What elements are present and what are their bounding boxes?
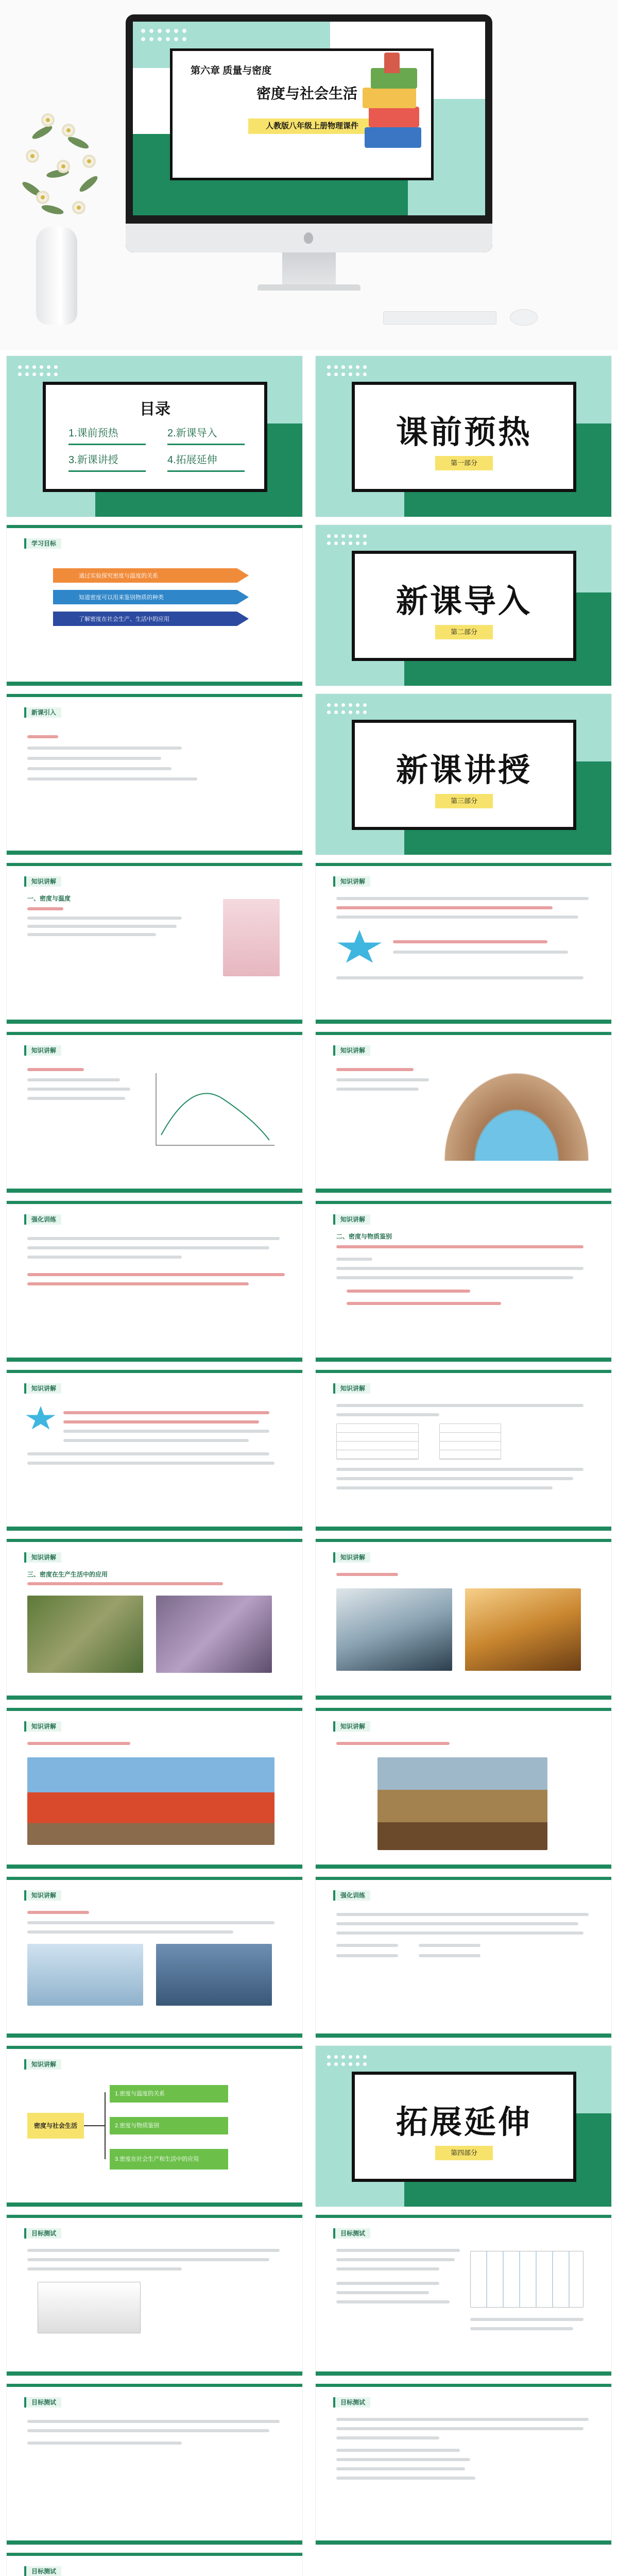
slide-test-2[interactable] — [315, 2214, 612, 2376]
slide-label: 强化训练 — [333, 1890, 370, 1901]
slide-content-9a[interactable] — [6, 1707, 303, 1869]
slide-test-5[interactable] — [6, 2552, 303, 2576]
slide-test-4[interactable] — [315, 2383, 612, 2545]
goal-item-1: 通过实验探究密度与温度的关系 — [79, 573, 158, 579]
vase — [36, 227, 77, 325]
apple-icon — [304, 232, 313, 244]
mouse — [510, 309, 538, 326]
section-title: 新课导入 — [396, 584, 532, 619]
slide-section-2[interactable] — [315, 524, 612, 686]
slide-content-10b[interactable] — [315, 1876, 612, 2038]
slide-label: 知识讲解 — [24, 1045, 61, 1056]
slide-label: 知识讲解 — [333, 1045, 370, 1056]
heading: 三、密度在生产生活中的应用 — [27, 1571, 108, 1578]
slide-summary[interactable] — [6, 2045, 303, 2207]
slide-content-8b[interactable] — [315, 1538, 612, 1700]
toc-item-4[interactable]: 4.拓展延伸 — [167, 454, 217, 466]
cover-tag: 人教版八年级上册物理课件 — [248, 118, 376, 134]
monitor-screen — [133, 22, 485, 215]
heading: 二、密度与物质鉴别 — [336, 1233, 392, 1240]
slide-content-10a[interactable] — [6, 1876, 303, 2038]
toc-item-1[interactable]: 1.课前预热 — [68, 428, 118, 439]
summary-item-1: 1.密度与温度的关系 — [110, 2085, 228, 2103]
toc-title: 目录 — [140, 401, 170, 418]
hero-mockup — [0, 0, 618, 350]
slide-label: 知识讲解 — [24, 1552, 61, 1563]
section-sub: 第三部分 — [435, 794, 493, 808]
section-title: 拓展延伸 — [396, 2105, 532, 2140]
slide-section-1[interactable] — [315, 355, 612, 517]
slide-label: 知识讲解 — [333, 1552, 370, 1563]
slide-label: 知识讲解 — [333, 1383, 370, 1394]
slide-label: 知识讲解 — [24, 1721, 61, 1732]
section-title: 新课讲授 — [396, 753, 532, 788]
section-sub: 第一部分 — [435, 456, 493, 470]
slide-test-1[interactable] — [6, 2214, 303, 2376]
slide-label: 知识讲解 — [333, 1721, 370, 1732]
plant-decoration — [10, 98, 113, 237]
slide-test-3[interactable] — [6, 2383, 303, 2545]
slide-content-6b[interactable] — [315, 1200, 612, 1362]
slide-label: 目标测试 — [333, 2228, 370, 2239]
slide-content-4a[interactable] — [6, 862, 303, 1024]
summary-item-3: 3.密度在社会生产和生活中的应用 — [110, 2149, 228, 2170]
density-graph — [146, 1068, 280, 1156]
heading: 一、密度与温度 — [27, 895, 71, 902]
slide-intro[interactable] — [6, 693, 303, 855]
slide-label: 知识讲解 — [333, 1214, 370, 1225]
goal-item-3: 了解密度在社会生产、生活中的应用 — [79, 616, 169, 622]
toc-item-2[interactable]: 2.新课导入 — [167, 428, 217, 439]
slide-label: 知识讲解 — [24, 2059, 61, 2070]
cover-chapter: 第六章 质量与密度 — [191, 65, 272, 76]
slide-section-4[interactable] — [315, 2045, 612, 2207]
slide-label: 目标测试 — [24, 2228, 61, 2239]
slide-label: 目标测试 — [24, 2566, 61, 2576]
slide-toc[interactable] — [6, 355, 303, 517]
slide-content-7b[interactable] — [315, 1369, 612, 1531]
slide-label: 目标测试 — [333, 2397, 370, 2408]
cover-slide-small — [133, 22, 485, 215]
slide-label: 知识讲解 — [24, 1383, 61, 1394]
keyboard — [383, 311, 496, 325]
toc-item-3[interactable]: 3.新课讲授 — [68, 454, 118, 466]
slide-label: 强化训练 — [24, 1214, 61, 1225]
section-sub: 第四部分 — [435, 2146, 493, 2160]
slide-label: 知识讲解 — [333, 876, 370, 887]
slide-content-6a[interactable] — [6, 1200, 303, 1362]
slide-content-8a[interactable] — [6, 1538, 303, 1700]
slide-label: 知识讲解 — [24, 876, 61, 887]
slide-content-9b[interactable] — [315, 1707, 612, 1869]
books-illustration — [359, 53, 426, 181]
slide-label: 目标测试 — [24, 2397, 61, 2408]
slide-content-7a[interactable] — [6, 1369, 303, 1531]
slide-content-5b[interactable] — [315, 1031, 612, 1193]
slide-label: 知识讲解 — [24, 1890, 61, 1901]
slide-content-5a[interactable] — [6, 1031, 303, 1193]
slide-label: 新课引入 — [24, 707, 61, 718]
goal-item-2: 知道密度可以用来鉴别物质的种类 — [79, 595, 164, 601]
slide-goals[interactable] — [6, 524, 303, 686]
section-title: 课前预热 — [396, 415, 532, 450]
summary-center: 密度与社会生活 — [27, 2113, 84, 2139]
slide-content-4b[interactable] — [315, 862, 612, 1024]
slide-section-3[interactable] — [315, 693, 612, 855]
section-sub: 第二部分 — [435, 625, 493, 639]
summary-item-2: 2.密度与物质鉴别 — [110, 2117, 228, 2134]
slide-label: 学习目标 — [24, 538, 61, 549]
monitor — [126, 14, 492, 252]
cover-title: 密度与社会生活 — [256, 86, 358, 101]
